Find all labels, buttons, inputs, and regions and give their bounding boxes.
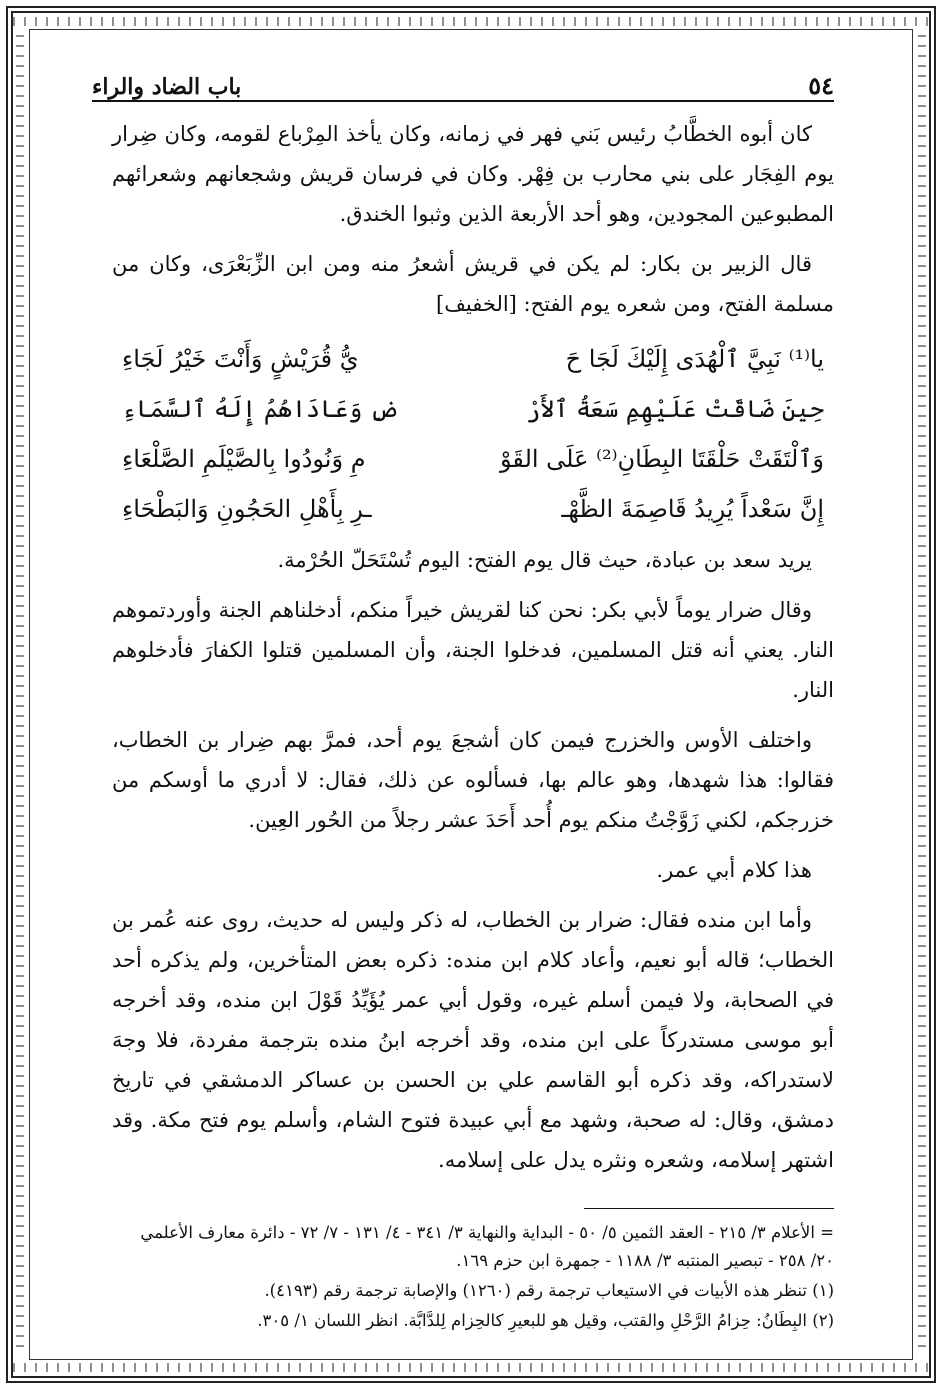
hemistich-first: وَٱلْتَقَتْ حَلْقَتَا البِطَانِ⁽²⁾ عَلَى القَوْ [500, 445, 824, 473]
poem-verse [122, 334, 824, 384]
page-content [92, 56, 834, 1351]
running-header [92, 56, 834, 102]
paragraph: قال الزبير بن بكار: لم يكن في قريش أشعرُ منه ومن ابن الزِّبَعْرَى، وكان من مسلمة الفتح، ومن شعره يوم الفتح: [الخفيف] [112, 252, 834, 316]
main-text [112, 114, 834, 1180]
border-ornament-right [918, 35, 926, 1354]
poem-verse [122, 434, 824, 484]
poem-verse [122, 484, 824, 534]
hemistich-second: ضِ وَعَادَاهُمُ إِلَهُ ٱلسَّمَاءِ [122, 395, 399, 423]
paragraph: هذا كلام أبي عمر. [656, 858, 812, 882]
border-ornament-top [13, 17, 929, 26]
hemistich-second: ـرِ بِأَهْلِ الحَجُونِ وَالبَطْحَاءِ [122, 495, 372, 523]
footnote: (٢) البِطَانُ: حِزامُ الرَّحْلِ والقتب، وقيل هو للبعيرِ كالحِزام لِلدَّابَّة. انظر اللسان ١/ ٣٠٥. [257, 1311, 834, 1330]
paragraph: يريد سعد بن عبادة، حيث قال يوم الفتح: اليوم تُسْتَحَلّ الحُرْمة. [277, 548, 812, 572]
paragraph: وأما ابن منده فقال: ضرار بن الخطاب، له ذكر وليس له حديث، روى عنه عُمر بن الخطاب؛ قاله أبو نعيم، وأعاد كلام ابن منده: ذكره بعض المتأخرين، ولم يذكره أحد في الصحابة، ولا فيمن أسلم غيره، وقول أبي عمر يُؤَيِّدُ قَوْلَ ابن منده، وقد أخرجه أبو موسى مستدركاً على ابن منده، وقد أخرجه ابنُ منده بترجمة مفردة، فلا وجهَ لاستدراكه، وقد ذكره أبو القاسم علي بن الحسن بن عساكر الدمشقي في تاريخ دمشق، وقال: له صحبة، وشهد مع أبي عبيدة فتوح الشام، وأسلم يوم فتح مكة. وقد اشتهر إسلامه، وشعره ونثره يدل على إسلامه. [112, 908, 834, 1172]
footnote: (١) تنظر هذه الأبيات في الاستيعاب ترجمة رقم (١٢٦٠) والإصابة ترجمة رقم (٤١٩٣). [264, 1281, 834, 1300]
poem [122, 334, 824, 534]
footnotes [112, 1219, 834, 1335]
paragraph: واختلف الأوس والخزرج فيمن كان أشجعَ يوم أحد، فمرَّ بهم ضِرار بن الخطاب، فقالوا: هذا شهدها، وهو عالم بها، فسألوه عن ذلك، فقال: لا أدري ما أوسكم من خزرجكم، لكني زَوَّجْتُ منكم يوم أُحد أَحَدَ عشر رجلاً من الحُور العِين. [112, 728, 834, 832]
paragraph: كان أبوه الخطَّابُ رئيس بَني فهر في زمانه، وكان يأخذ المِرْباع لقومه، وكان ضِرار يوم الفِجَار على بني محارب بن فِهْر. وكان في فرسان قريش وشجعانهم وشعرائهم المطبوعين المجودين، وهو أحد الأربعة الذين وثبوا الخندق. [112, 122, 834, 226]
hemistich-first: يا⁽¹⁾ نَبِيَّ ٱلْهُدَى إِلَيْكَ لَجَا حَ [565, 345, 824, 373]
hemistich-second: يُّ قُرَيْشٍ وَأَنْتَ خَيْرُ لَجَاءِ [122, 345, 359, 373]
page-number: ٥٤ [808, 71, 834, 100]
hemistich-second: مِ وَنُودُوا بِالصَّيْلَمِ الصَّلْعَاءِ [122, 445, 366, 473]
paragraph: وقال ضرار يوماً لأبي بكر: نحن كنا لقريش خيراً منكم، أدخلناهم الجنة وأوردتموهم النار. يعني أنه قتل المسلمين، فدخلوا الجنة، وأن المسلمين قتلوا الكفارَ فأدخلوهم النار. [112, 598, 834, 702]
footnote: = الأعلام ٣/ ٢١٥ - العقد الثمين ٥/ ٥٠ - البداية والنهاية ٣/ ٣٤١ - ٤/ ١٣١ - ٧/ ٧٢ - دائرة معارف الأعلمي ٢٠/ ٢٥٨ - تبصير المنتبه ٣/ ١١٨٨ - جمهرة ابن حزم ١٦٩. [140, 1223, 834, 1270]
border-ornament-left [16, 35, 24, 1354]
border-ornament-bottom [13, 1363, 929, 1372]
footnote-separator [584, 1208, 834, 1209]
chapter-title: باب الضاد والراء [92, 74, 242, 100]
hemistich-first: حِينَ ضَاقَتْ عَلَيْهِمِ سَعَةُ ٱلأَرْ [526, 395, 824, 423]
hemistich-first: إِنَّ سَعْداً يُرِيدُ قَاصِمَةَ الظَّهْـ [561, 495, 824, 523]
poem-verse [122, 384, 824, 434]
